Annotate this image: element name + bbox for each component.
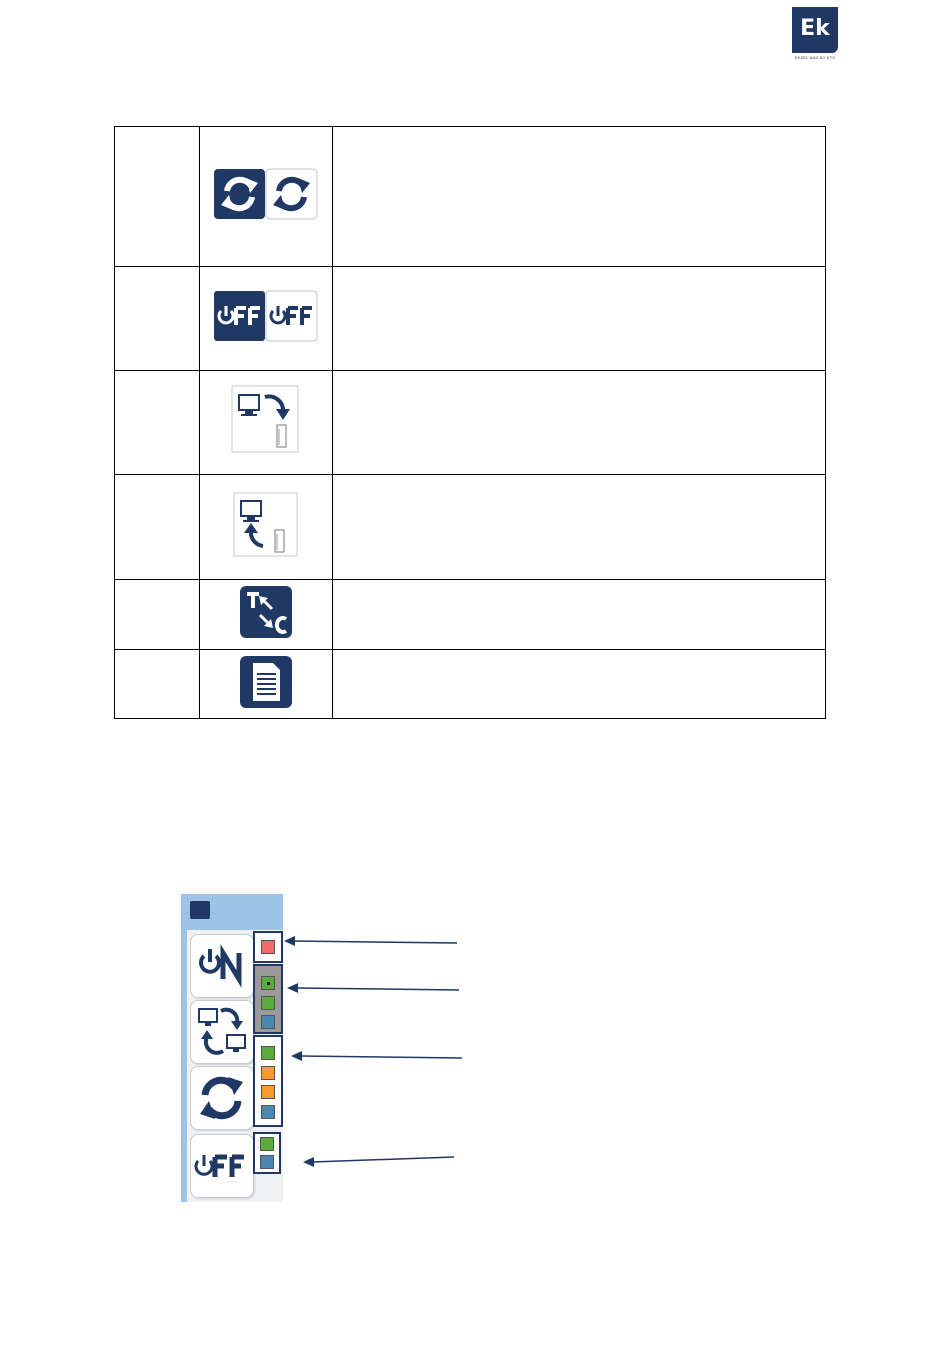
led-group-power bbox=[253, 931, 283, 963]
callout-arrow-1 bbox=[284, 936, 457, 946]
led-group-transfer bbox=[253, 964, 283, 1034]
status-led-red bbox=[261, 940, 275, 954]
panel-sidebar-edge bbox=[181, 930, 187, 1202]
table-cell bbox=[115, 580, 200, 650]
table-cell bbox=[333, 267, 826, 371]
logo-text: Ek bbox=[800, 16, 830, 41]
table-cell bbox=[333, 580, 826, 650]
on-button[interactable] bbox=[190, 934, 254, 998]
refresh-icon bbox=[191, 1067, 253, 1129]
table-row bbox=[115, 580, 826, 650]
app-icon bbox=[190, 901, 210, 919]
refresh-button[interactable] bbox=[190, 1066, 254, 1130]
table-row bbox=[115, 371, 826, 475]
table-icon-cell bbox=[200, 580, 333, 650]
table-cell bbox=[115, 127, 200, 267]
off-icon-active bbox=[214, 291, 265, 341]
terminal-client-swap-icon bbox=[239, 585, 293, 644]
table-cell bbox=[333, 371, 826, 475]
table-row bbox=[115, 475, 826, 580]
callout-arrow-4 bbox=[303, 1157, 454, 1167]
callout-arrow-3 bbox=[291, 1051, 462, 1061]
table-icon-cell bbox=[200, 267, 333, 371]
callout-arrow-2 bbox=[287, 983, 459, 993]
status-led-green bbox=[261, 996, 275, 1010]
table-icon-cell bbox=[200, 650, 333, 719]
status-led-blue bbox=[261, 1015, 275, 1029]
device-to-pc-icon bbox=[233, 492, 299, 563]
table-icon-cell bbox=[200, 475, 333, 580]
status-led-orange bbox=[261, 1066, 275, 1080]
pc-to-device-icon bbox=[231, 385, 301, 460]
status-led-blue bbox=[261, 1105, 275, 1119]
table-row bbox=[115, 267, 826, 371]
sync-transfer-icon bbox=[191, 1001, 253, 1063]
refresh-icon-pair bbox=[213, 167, 319, 226]
off-button[interactable] bbox=[190, 1134, 254, 1198]
table-cell bbox=[115, 371, 200, 475]
table-icon-cell bbox=[200, 371, 333, 475]
icon-legend-table bbox=[114, 126, 826, 719]
refresh-icon-active bbox=[214, 169, 265, 219]
status-led-green bbox=[261, 1046, 275, 1060]
logo-tagline: EKSEL AND BY KTS bbox=[794, 55, 836, 60]
sync-transfer-button[interactable] bbox=[190, 1000, 254, 1064]
document-icon bbox=[239, 655, 293, 714]
table-cell bbox=[115, 475, 200, 580]
table-cell bbox=[115, 267, 200, 371]
off-icon bbox=[191, 1135, 253, 1197]
led-group-refresh bbox=[253, 1035, 283, 1127]
panel-header bbox=[181, 894, 283, 930]
table-row bbox=[115, 650, 826, 719]
refresh-icon-inactive bbox=[266, 169, 317, 219]
status-led-green bbox=[260, 1137, 274, 1151]
status-panel bbox=[181, 894, 283, 1202]
led-group-off bbox=[253, 1132, 281, 1174]
table-cell bbox=[115, 650, 200, 719]
table-cell bbox=[333, 127, 826, 267]
on-icon bbox=[191, 935, 253, 997]
table-cell bbox=[333, 650, 826, 719]
off-icon-pair bbox=[213, 289, 319, 348]
status-led-blue bbox=[260, 1155, 274, 1169]
table-icon-cell bbox=[200, 127, 333, 267]
table-cell bbox=[333, 475, 826, 580]
brand-logo bbox=[792, 7, 838, 53]
status-led-green-active bbox=[261, 976, 275, 990]
status-led-orange bbox=[261, 1085, 275, 1099]
table-row bbox=[115, 127, 826, 267]
off-icon-inactive bbox=[266, 291, 317, 341]
